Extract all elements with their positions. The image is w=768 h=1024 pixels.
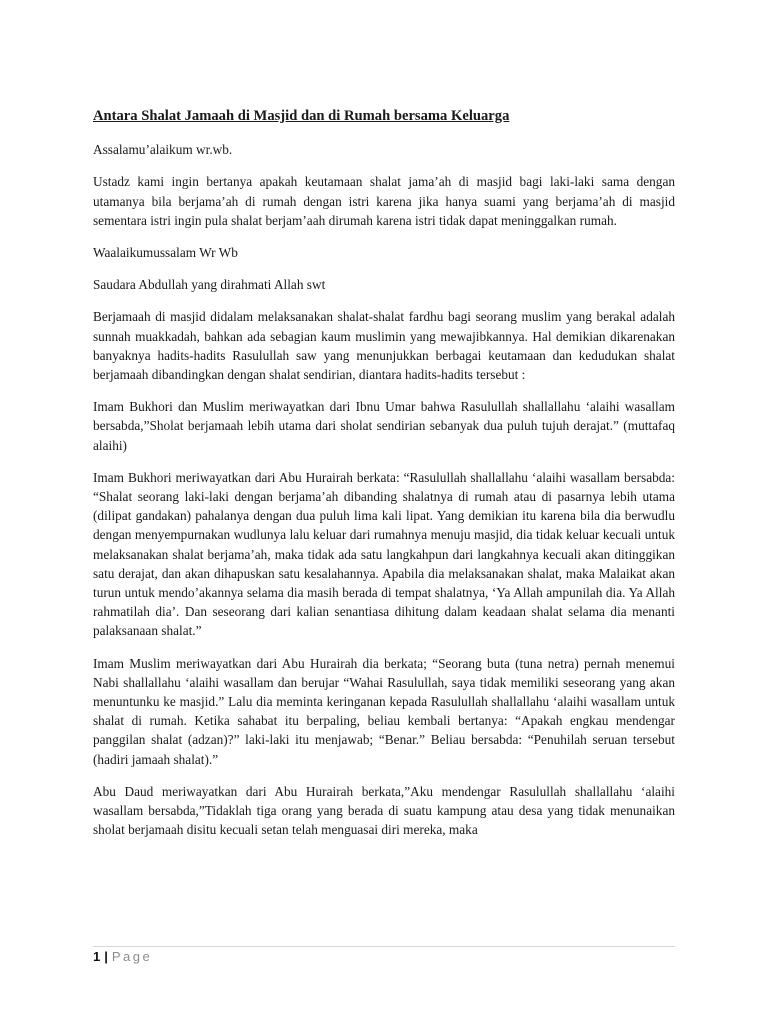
salutation: Saudara Abdullah yang dirahmati Allah swt	[93, 277, 326, 293]
hadith-paragraph: Imam Muslim meriwayatkan dari Abu Hurairah dia berkata; “Seorang buta (tuna netra) pernah menemui Nabi shallallahu ‘alaihi wasallam dan berujar “Wahai Rasulullah, saya tidak memiliki seseorang yang akan menuntunku ke masjid.” Lalu dia meminta keringanan kepada Rasulullah shallallahu ‘alaihi wasallam untuk shalat di rumah. Ketika sahabat itu berpaling, beliau kembali bertanya: “Apakah engkau mendengar panggilan shalat (adzan)?” laki-laki itu menjawab; “Benar.” Beliau bersabda: “Penuhilah seruan tersebut (hadiri jamaah shalat).”	[93, 655, 675, 767]
hadith-paragraph: Imam Bukhori dan Muslim meriwayatkan dari Ibnu Umar bahwa Rasulullah shallallahu ‘alaihi wasallam bersabda,”Sholat berjamaah lebih utama dari sholat sendirian sebanyak dua puluh tujuh derajat.” (muttafaq alaihi)	[93, 399, 675, 453]
reply-greeting: Waalaikumussalam Wr Wb	[93, 245, 238, 261]
page-label: Page	[111, 949, 153, 964]
hadith-paragraph: Abu Daud meriwayatkan dari Abu Hurairah berkata,”Aku mendengar Rasulullah shallallahu ‘alaihi wasallam bersabda,”Tidaklah tiga orang yang berada di suatu kampung atau desa yang tidak menunaikan sholat berjamaah disitu kecuali setan telah menguasai diri mereka, maka	[93, 783, 675, 838]
document-page	[93, 98, 675, 853]
question-paragraph: Ustadz kami ingin bertanya apakah keutamaan shalat jama’ah di masjid bagi laki-laki sama dengan utamanya bila berjama’ah di rumah dengan istri karena jika hanya suami yang berjama’ah di masjid sementara istri ingin pula shalat berjam’aah dirumah karena istri tidak dapat meninggalkan rumah.	[93, 174, 675, 228]
document-title: Antara Shalat Jamaah di Masjid dan di Rumah bersama Keluarga	[93, 108, 510, 124]
greeting: Assalamu’alaikum wr.wb.	[93, 142, 233, 158]
page-number: 1	[93, 949, 101, 964]
page-footer	[93, 946, 675, 964]
hadith-paragraph: Imam Bukhori meriwayatkan dari Abu Hurairah berkata: “Rasulullah shallallahu ‘alaihi wasallam bersabda: “Shalat seorang laki-laki dengan berjama’ah dibanding shalatnya di rumah atau di pasarnya lebih utama (dilipat gandakan) pahalanya dengan dua puluh lima kali lipat. Yang demikian itu karena bila dia berwudlu dengan menyempurnakan wudlunya lalu keluar dari rumahnya menuju masjid, dia tidak keluar kecuali untuk melaksanakan shalat berjama’ah, maka tidak ada satu langkahpun dari langkahnya kecuali akan ditinggikan satu derajat, dan akan dihapuskan satu kesalahannya. Apabila dia melaksanakan shalat, maka Malaikat akan turun untuk mendo’akannya selama dia masih berada di tempat shalatnya, ‘Ya Allah ampunilah dia. Ya Allah rahmatilah dia’. Dan seseorang dari kalian senantiasa dihitung dalam keadaan shalat selama dia menanti palaksanaan shalat.”	[93, 469, 675, 639]
body-paragraph: Berjamaah di masjid didalam melaksanakan shalat-shalat fardhu bagi seorang muslim yang berakal adalah sunnah muakkadah, bahkan ada sebagian kaum muslimin yang mewajibkannya. Hal demikian dikarenakan banyaknya hadits-hadits Rasulullah saw yang menunjukkan berbagai keutamaan dan kedudukan shalat berjamaah dibandingkan dengan shalat sendirian, diantara hadits-hadits tersebut :	[93, 309, 675, 383]
footer-separator: |	[104, 949, 108, 964]
